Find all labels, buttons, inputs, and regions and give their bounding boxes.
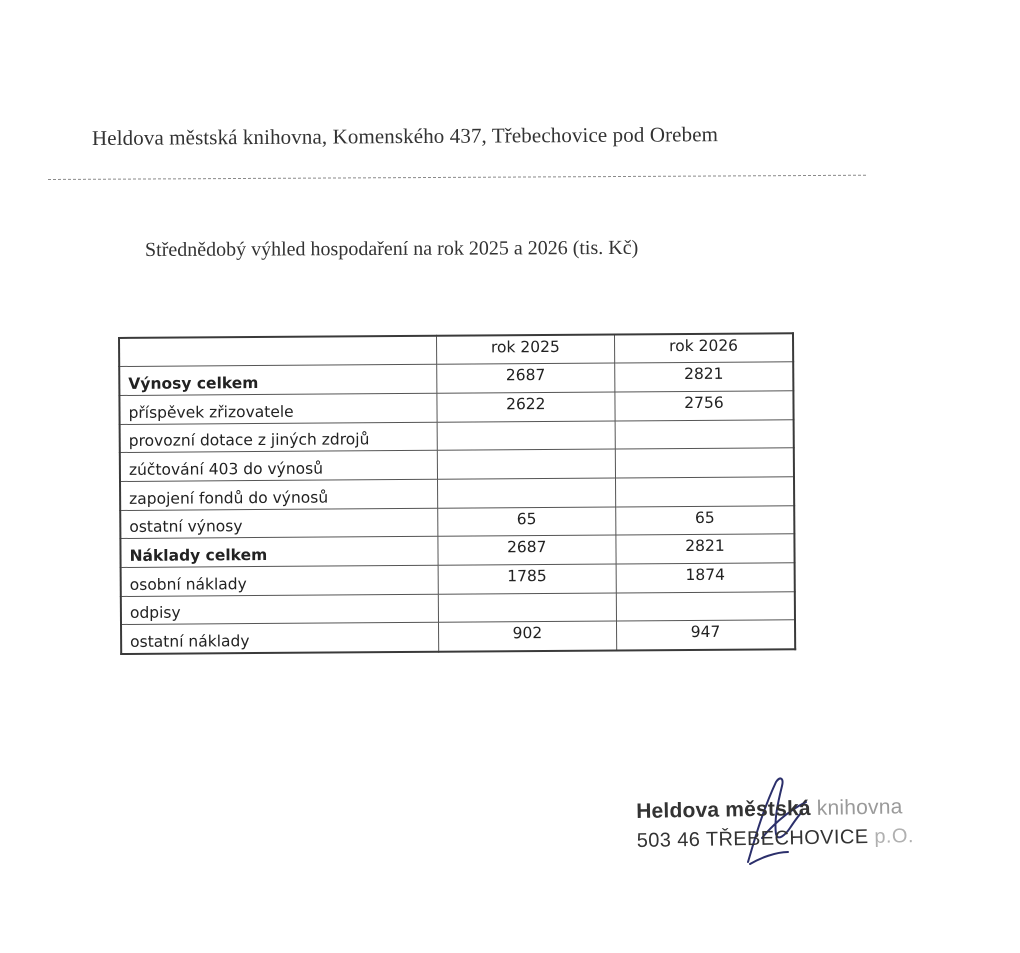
table-row [120,477,794,510]
value-2026 [616,477,795,507]
value-2025: 1785 [438,564,617,594]
value-2026: 65 [616,505,795,535]
table-header-row [119,333,793,366]
stamp-address-faded: p.O. [874,825,915,848]
table-row [121,563,795,596]
value-2026: 2756 [615,391,794,421]
value-2026 [615,419,794,449]
row-label: Výnosy celkem [119,364,436,395]
column-header-2025: rok 2025 [436,335,615,365]
table-row [121,591,795,624]
value-2026 [615,448,794,478]
column-header-label [119,336,436,367]
value-2026: 947 [617,620,796,650]
row-label: příspěvek zřizovatele [119,393,436,424]
table-row [120,534,794,567]
stamp-name: Heldova městská [636,796,811,823]
value-2025 [437,478,616,508]
row-label: osobní náklady [121,565,438,596]
value-2025: 2687 [436,363,615,393]
value-2026: 2821 [615,362,794,392]
value-2025 [437,449,616,479]
institution-stamp [636,795,914,853]
row-label: provozní dotace z jiných zdrojů [120,422,437,453]
value-2026: 2821 [616,534,795,564]
table-row [121,620,795,653]
value-2025: 2622 [436,392,615,422]
stamp-address: 503 46 TŘEBECHOVICE [636,825,869,852]
value-2026: 1874 [616,563,795,593]
value-2025 [437,421,616,451]
value-2025: 2687 [437,535,616,565]
value-2025: 65 [437,507,616,537]
table-row [119,362,793,395]
row-label: ostatní náklady [121,623,438,654]
stamp-address-line [637,825,915,853]
table-row [119,391,793,424]
stamp-name-line [636,795,914,824]
row-label: odpisy [121,594,438,625]
document-title: Střednědobý výhled hospodaření na rok 2025 a 2026 (tis. Kč) [144,236,639,261]
organization-header: Heldova městská knihovna, Komenského 437, Třebechovice pod Orebem [91,122,719,150]
table-body [119,362,795,654]
stamp-name-faded: knihovna [816,795,903,820]
budget-table [118,332,796,654]
value-2025: 902 [438,621,617,651]
table-row [120,448,794,481]
row-label: zúčtování 403 do výnosů [120,451,437,482]
table-row [120,505,794,538]
table-row [120,419,794,452]
row-label: Náklady celkem [120,537,437,568]
header-divider [48,175,866,180]
column-header-2026: rok 2026 [615,333,794,363]
row-label: zapojení fondů do výnosů [120,479,437,510]
row-label: ostatní výnosy [120,508,437,539]
value-2026 [616,591,795,621]
budget-table-container [118,332,796,654]
value-2025 [438,593,617,623]
